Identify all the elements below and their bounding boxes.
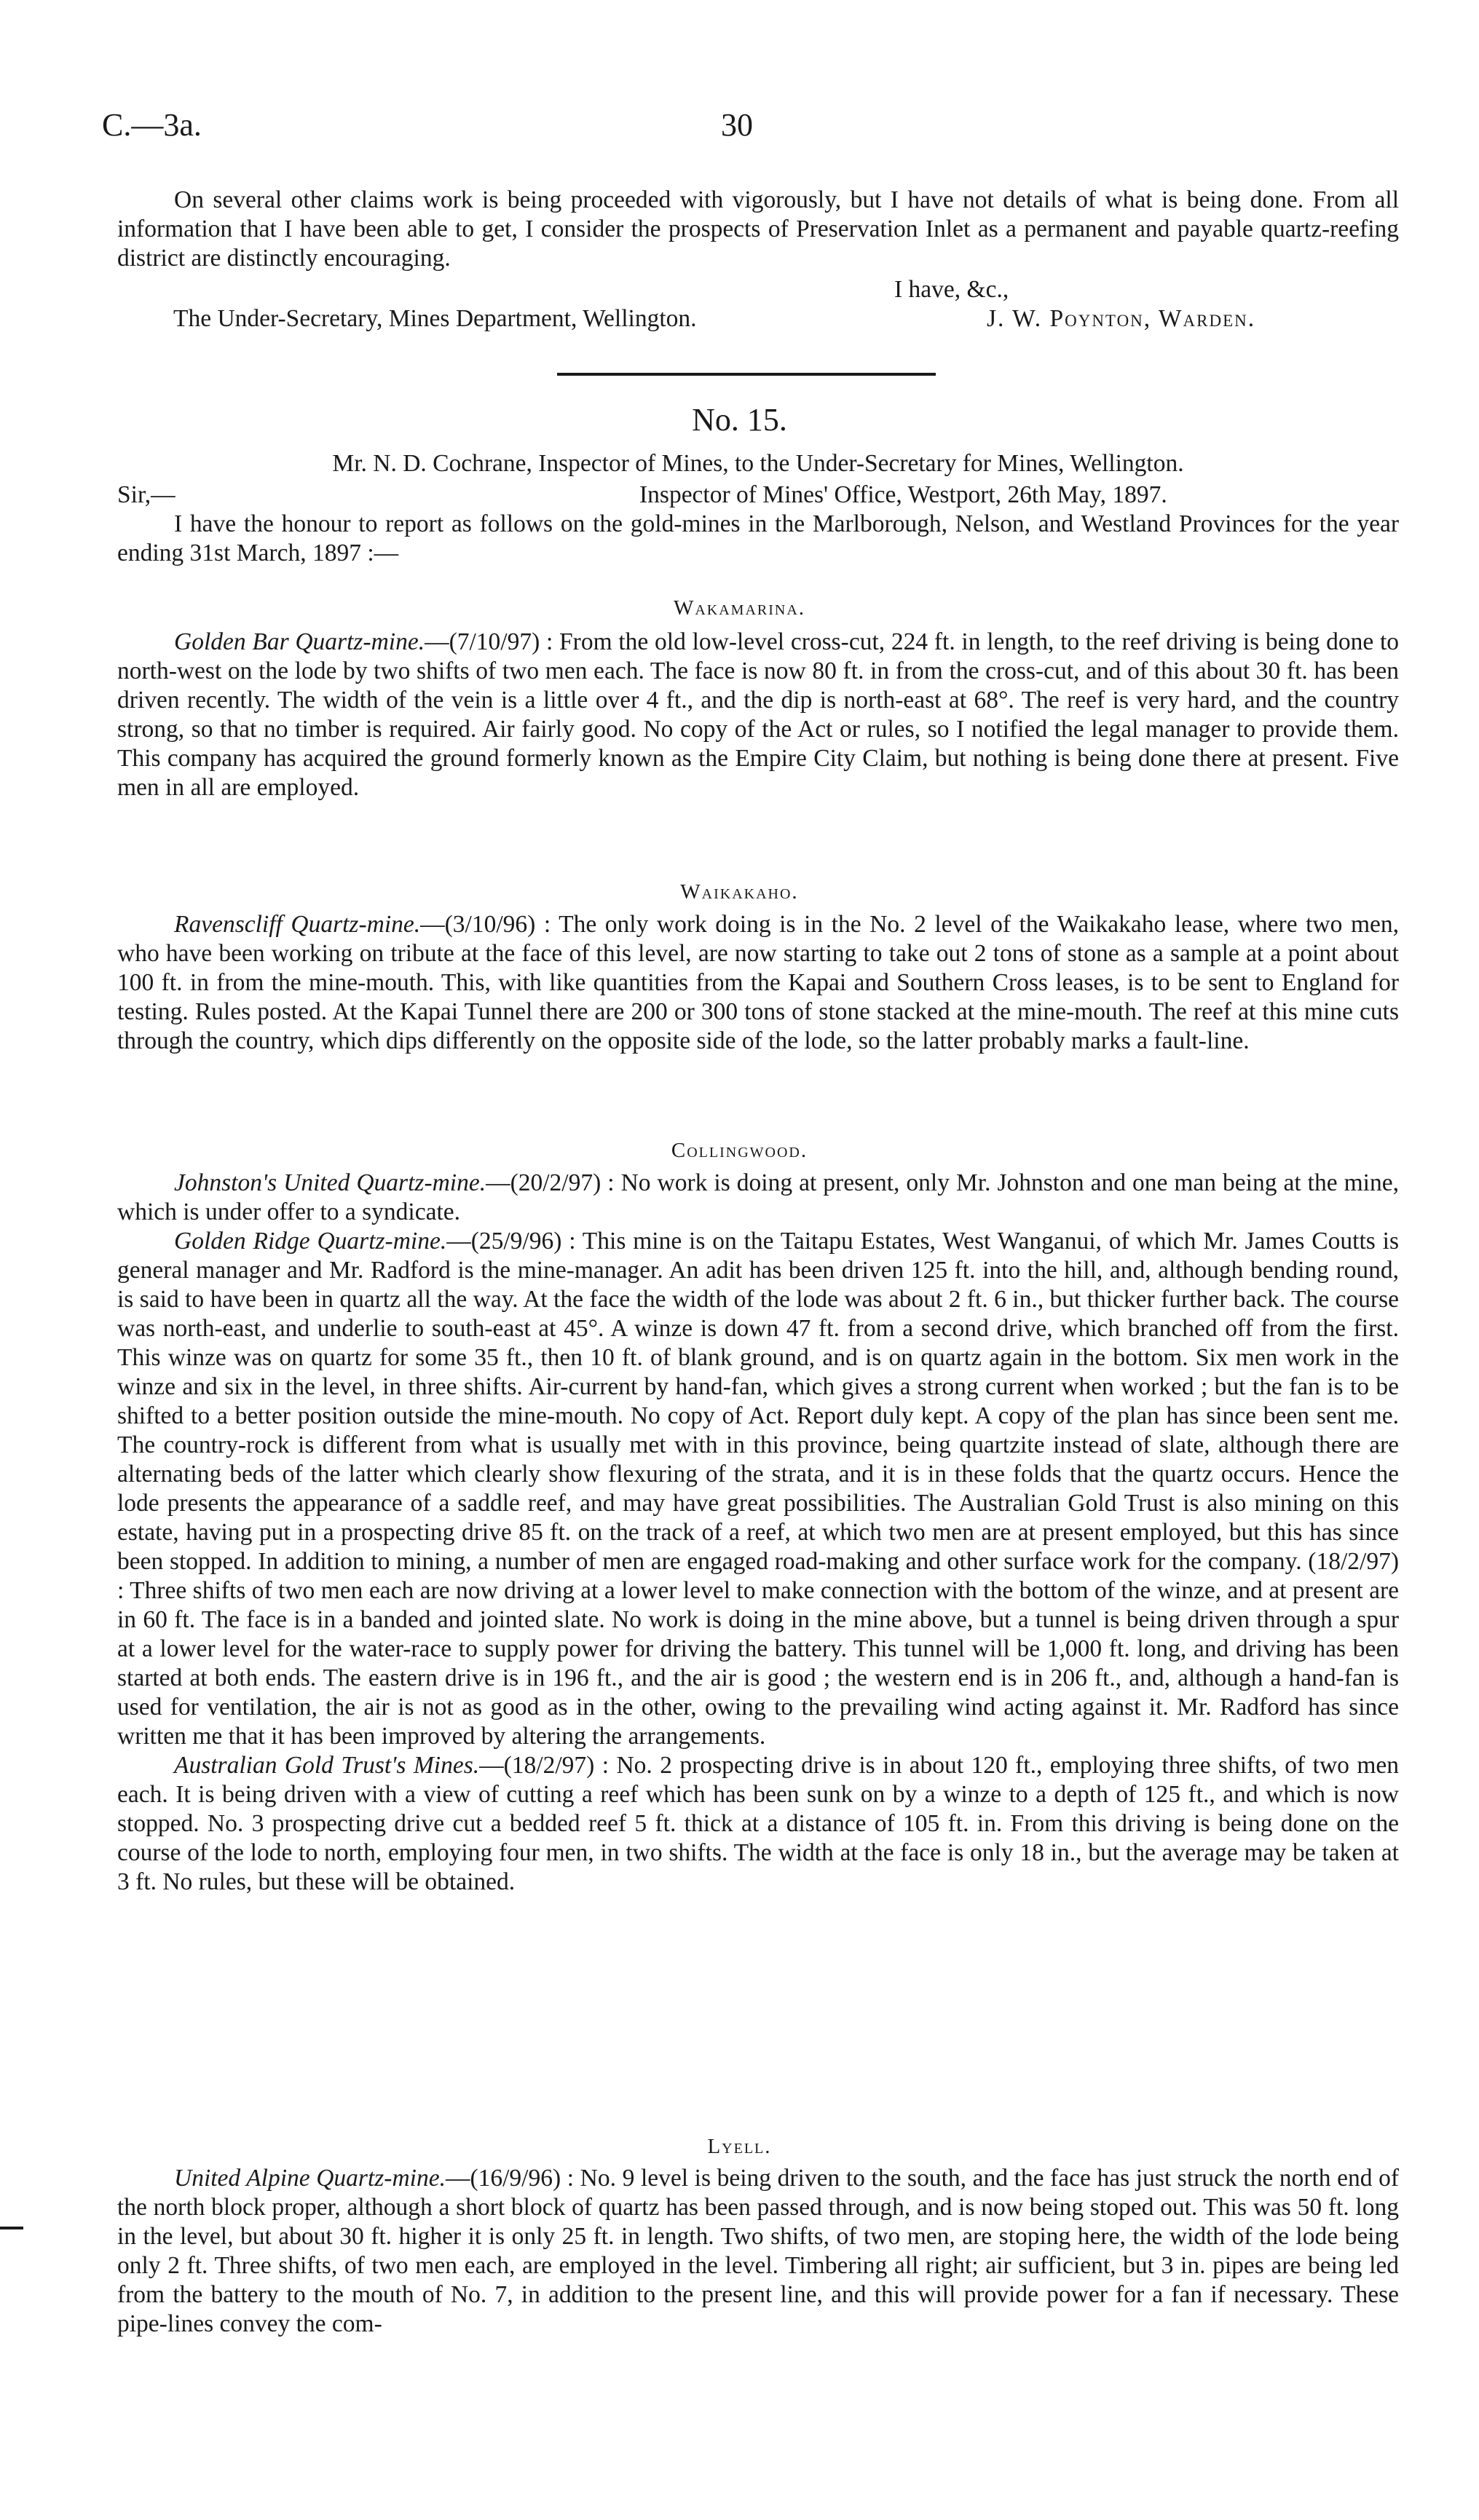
entry-text: —(16/9/96) : No. 9 level is being driven to the south, and the face has just struck the north end of the north block proper, although a short block of quartz has been passed through, and is now being stoped out. This was 50 ft. long in the level, but about 30 ft. higher it is only 25 ft. in length. Two shifts, of two men, are stoping here, the width of the lode being only 2 ft. Three shifts, of two men each, are employed in the level. Timbering all right; air sufficient, but 3 in. pipes are being led from the battery to the mouth of No. 7, in addition to the present line, and this will provide power for a fan if necessary. These pipe-lines convey the com- bbox=[117, 2165, 1399, 2337]
mine-title: United Alpine Quartz-mine. bbox=[174, 2165, 446, 2192]
from-line-text: Mr. N. D. Cochrane, Inspector of Mines, to the Under-Secretary for Mines, Wellington. bbox=[332, 450, 1184, 477]
mine-title: Golden Ridge Quartz-mine. bbox=[174, 1228, 447, 1255]
entry-text: —(18/2/97) : No. 2 prospecting drive is in about 120 ft., employing three shifts, of two men each. It is being driven with a view of cutting a reef which has been sunk on by a winze to a depth of 125 ft., and which is now stopped. No. 3 prospecting drive cut a bedded reef 5 ft. thick at a distance of 105 ft. in. From this driving is being done on the course of the lode to north, employing four men, in two shifts. The width at the face is only 18 in., but the average may be taken at 3 ft. No rules, but these will be obtained. bbox=[117, 1752, 1399, 1895]
office-date: Inspector of Mines' Office, Westport, 26th May, 1897. bbox=[639, 481, 1167, 508]
section-heading-wakamarina: Wakamarina. bbox=[673, 596, 806, 620]
entry-text: —(3/10/96) : The only work doing is in the No. 2 level of the Waikakaho lease, where two men, who have been working on tribute at the face of this level, are now starting to take out 2 tons of stone as a sample at a point about 100 ft. in from the mine-mouth. This, with like quantities from the Kapai and Southern Cross leases, is to be sent to England for testing. Rules posted. At the Kapai Tunnel there are 200 or 300 tons of stone stacked at the mine-mouth. The reef at this mine cuts through the country, which dips differently on the opposite side of the lode, so the latter probably marks a fault-line. bbox=[117, 911, 1399, 1054]
closing-line: I have, &c., bbox=[894, 276, 1009, 303]
mine-title: Golden Bar Quartz-mine. bbox=[174, 628, 425, 655]
mine-title: Ravenscliff Quartz-mine. bbox=[174, 911, 421, 938]
entry-united-alpine bbox=[117, 2164, 1399, 2339]
entry-johnstons bbox=[117, 1169, 1399, 1227]
opening-paragraph: I have the honour to report as follows on the gold-mines in the Marlborough, Nelson, and Westland Provinces for the year ending 31st March, 1897 :— bbox=[117, 510, 1399, 566]
intro-paragraph-block bbox=[117, 186, 1399, 273]
entry-australian-gold-trust bbox=[117, 1751, 1399, 1897]
section-heading-lyell: Lyell. bbox=[707, 2135, 772, 2158]
section-divider bbox=[557, 373, 936, 376]
report-number: No. 15. bbox=[692, 402, 787, 438]
section-heading-collingwood: Collingwood. bbox=[671, 1139, 808, 1162]
addressee-line: The Under-Secretary, Mines Department, Wellington. bbox=[173, 305, 697, 332]
entry-text: —(20/2/97) : No work is doing at present, only Mr. Johnston and one man being at the mine, which is under offer to a syndicate. bbox=[117, 1169, 1399, 1225]
collingwood-entries bbox=[117, 1169, 1399, 1897]
mine-title: Australian Gold Trust's Mines. bbox=[174, 1752, 480, 1779]
salutation: Sir,— bbox=[117, 481, 175, 508]
entry-ravenscliff bbox=[117, 910, 1399, 1056]
mine-title: Johnston's United Quartz-mine. bbox=[174, 1169, 486, 1196]
signature-line: J. W. Poynton, Warden. bbox=[987, 305, 1256, 332]
document-code: C.—3a. bbox=[102, 107, 202, 143]
opening-block bbox=[117, 510, 1399, 568]
intro-paragraph: On several other claims work is being proceeded with vigorously, but I have not details of what is being done. From all information that I have been able to get, I consider the prospects of Preservation Inlet as a permanent and payable quartz-reefing district are distinctly encouraging. bbox=[117, 186, 1399, 272]
margin-mark bbox=[0, 2227, 23, 2229]
page-number: 30 bbox=[721, 107, 753, 143]
entry-golden-ridge bbox=[117, 1227, 1399, 1751]
report-from-line bbox=[117, 449, 1399, 478]
section-heading-waikakaho: Waikakaho. bbox=[680, 880, 799, 904]
entry-text: —(7/10/97) : From the old low-level cross-cut, 224 ft. in length, to the reef driving is being done to north-west on the lode by two shifts of two men each. The face is now 80 ft. in from the cross-cut, and of this about 30 ft. has been driven recently. The width of the vein is a little over 4 ft., and the dip is north-east at 68°. The reef is very hard, and the country strong, so that no timber is required. Air fairly good. No copy of the Act or rules, so I notified the legal manager to provide them. This company has acquired the ground formerly known as the Empire City Claim, but nothing is being done there at present. Five men in all are employed. bbox=[117, 628, 1399, 801]
entry-text: —(25/9/96) : This mine is on the Taitapu Estates, West Wanganui, of which Mr. James Coutts is general manager and Mr. Radford is the mine-manager. An adit has been driven 125 ft. into the hill, and, although bending round, is said to have been in quartz all the way. At the face the width of the lode was about 2 ft. 6 in., but thicker further back. The course was north-east, and underlie to south-east at 45°. A winze is down 47 ft. from a second drive, which branched off from the first. This winze was on quartz for some 35 ft., then 10 ft. of blank ground, and is on quartz again in the bottom. Six men work in the winze and six in the level, in three shifts. Air-current by hand-fan, which gives a strong current when worked ; but the fan is to be shifted to a better position outside the mine-mouth. No copy of Act. Report duly kept. A copy of the plan has since been sent me. The country-rock is different from what is usually met with in this province, being quartzite instead of slate, although there are alternating beds of the latter which clearly show flexuring of the strata, and it is in these folds that the quartz occurs. Hence the lode presents the appearance of a saddle reef, and may have great possibilities. The Australian Gold Trust is also mining on this estate, having put in a prospecting drive 85 ft. on the track of a reef, at which two men are at present employed, but this has since been stopped. In addition to mining, a number of men are engaged road-making and other surface work for the company. (18/2/97) : Three shifts of two men each are now driving at a lower level to make connection with the bottom of the winze, and at present are in 60 ft. The face is in a banded and jointed slate. No work is doing in the mine above, but a tunnel is being driven through a spur at a lower level for the water-race to supply power for driving the battery. This tunnel will be 1,000 ft. long, and driving has been started at both ends. The eastern drive is in 196 ft., and the air is good ; the western end is in 206 ft., and, although a hand-fan is used for ventilation, the air is not as good as in the other, owing to the prevailing wind acting against it. Mr. Radford has since written me that it has been improved by altering the arrangements. bbox=[117, 1228, 1399, 1750]
entry-golden-bar bbox=[117, 628, 1399, 802]
